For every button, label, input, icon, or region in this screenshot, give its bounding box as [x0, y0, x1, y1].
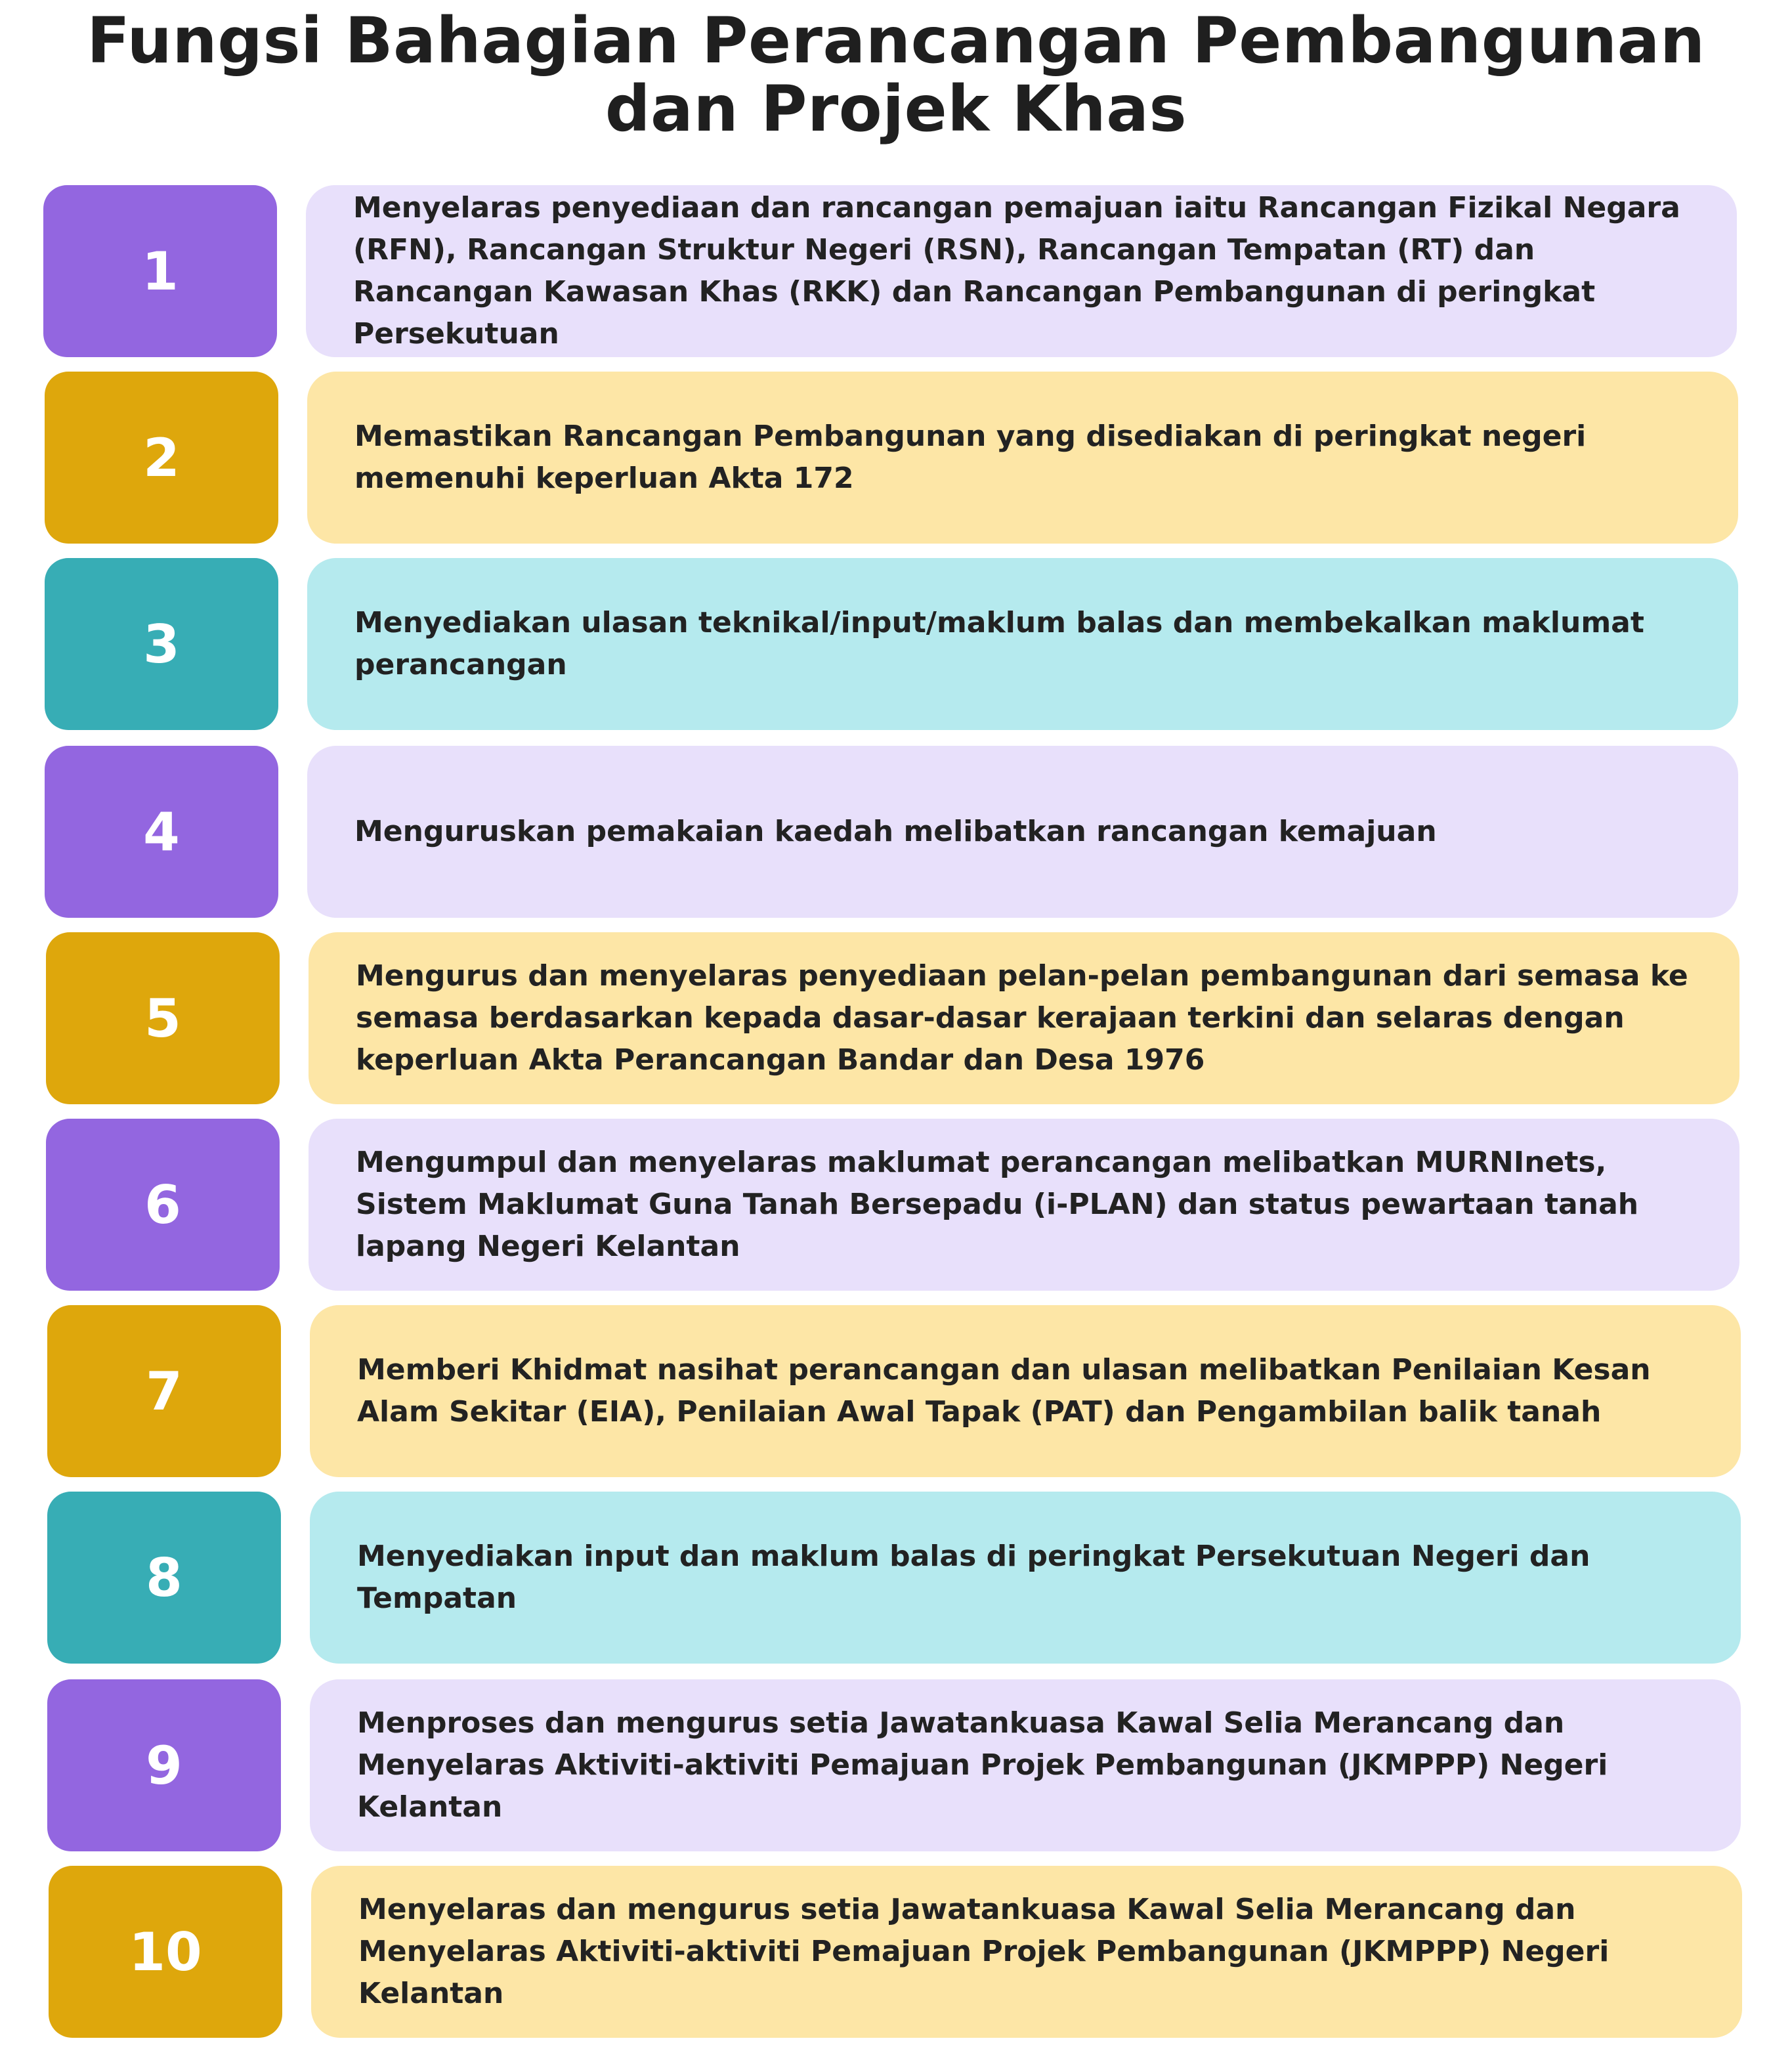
function-description: Menguruskan pemakaian kaedah melibatkan rancangan kemajuan [354, 815, 1437, 848]
function-number-badge [46, 932, 280, 1104]
page-title-line-1: Fungsi Bahagian Perancangan Pembangunan [87, 4, 1705, 77]
function-description-box [310, 1305, 1741, 1477]
function-number: 8 [146, 1547, 182, 1608]
function-number: 2 [143, 427, 180, 488]
function-number-badge [45, 746, 278, 918]
function-number-badge [47, 1492, 281, 1664]
function-number-badge [49, 1866, 282, 2038]
function-number: 5 [144, 987, 181, 1049]
function-description: Menproses dan mengurus setia Jawatankuasa Kawal Selia Merancang dan Menyelaras Aktiviti-aktiviti Pemajuan Projek Pembangunan (JKMPPP) Negeri Kelantan [357, 1706, 1608, 1824]
function-number: 1 [142, 240, 179, 302]
function-number-badge [45, 558, 278, 730]
function-number: 7 [146, 1360, 182, 1422]
function-description: Menyelaras dan mengurus setia Jawatankuasa Kawal Selia Merancang dan Menyelaras Aktiviti-aktiviti Pemajuan Projek Pembangunan (JKMPPP) Negeri Kelantan [358, 1893, 1610, 2010]
function-number: 3 [143, 613, 180, 675]
function-description: Menyediakan ulasan teknikal/input/maklum balas dan membekalkan maklumat perancangan [354, 606, 1644, 681]
function-number-badge [45, 372, 278, 544]
function-number-badge [47, 1305, 281, 1477]
function-number-badge [43, 185, 277, 357]
function-description-box [306, 185, 1737, 357]
function-description-box [310, 1492, 1741, 1664]
function-description-box [311, 1866, 1742, 2038]
function-number: 6 [144, 1174, 181, 1236]
page-title-line-2: dan Projek Khas [605, 72, 1187, 146]
function-description-box [307, 746, 1738, 918]
function-number: 9 [146, 1734, 182, 1796]
function-number: 10 [129, 1921, 202, 1983]
function-description: Memberi Khidmat nasihat perancangan dan ulasan melibatkan Penilaian Kesan Alam Sekitar (EIA), Penilaian Awal Tapak (PAT) dan Pengambilan balik tanah [357, 1353, 1651, 1429]
function-description: Mengumpul dan menyelaras maklumat perancangan melibatkan MURNInets, Sistem Maklumat Guna Tanah Bersepadu (i-PLAN) dan status pewartaan tanah lapang Negeri Kelantan [356, 1146, 1639, 1263]
function-description-box [307, 558, 1738, 730]
function-description-box [310, 1679, 1741, 1851]
function-number: 4 [143, 801, 180, 863]
function-description: Mengurus dan menyelaras penyediaan pelan-pelan pembangunan dari semasa ke semasa berdasarkan kepada dasar-dasar kerajaan terkini dan selaras dengan keperluan Akta Perancangan Bandar dan Desa 1976 [356, 959, 1688, 1077]
function-number-badge [46, 1119, 280, 1291]
function-description: Menyediakan input dan maklum balas di peringkat Persekutuan Negeri dan Tempatan [357, 1540, 1590, 1615]
function-description: Memastikan Rancangan Pembangunan yang disediakan di peringkat negeri memenuhi keperluan Akta 172 [354, 420, 1587, 495]
function-description-box [307, 372, 1738, 544]
function-description-box [309, 932, 1739, 1104]
function-description-box [309, 1119, 1739, 1291]
function-description: Menyelaras penyediaan dan rancangan pemajuan iaitu Rancangan Fizikal Negara (RFN), Rancangan Struktur Negeri (RSN), Rancangan Tempatan (RT) dan Rancangan Kawasan Khas (RKK) dan Rancangan Pembangunan di peringkat Persekutuan [353, 191, 1680, 351]
function-number-badge [47, 1679, 281, 1851]
